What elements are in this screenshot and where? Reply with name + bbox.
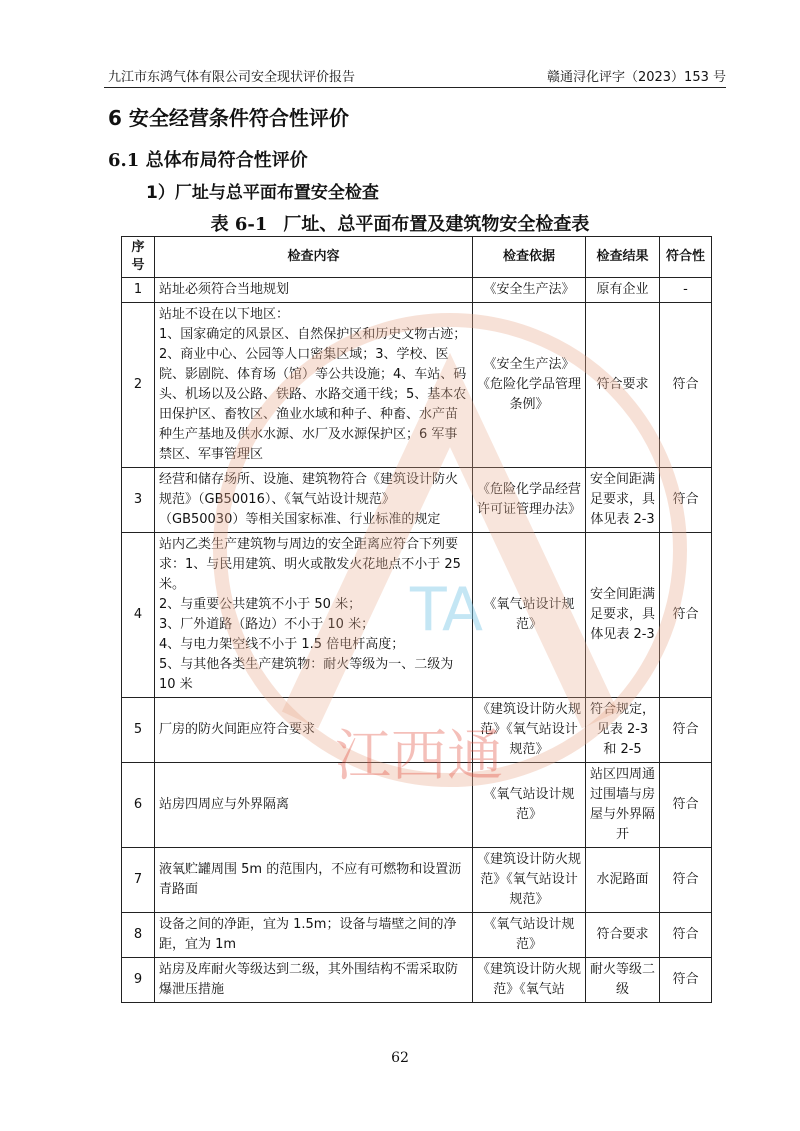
row-conformity: 符合 — [660, 763, 712, 848]
row-check-basis: 《安全生产法》《危险化学品管理条例》 — [473, 303, 586, 468]
row-number: 8 — [122, 913, 155, 958]
row-conformity: 符合 — [660, 533, 712, 698]
page-number: 62 — [391, 1050, 409, 1066]
table-caption — [0, 210, 800, 236]
header-divider — [104, 87, 726, 88]
row-number: 5 — [122, 698, 155, 763]
row-check-result: 符合要求 — [586, 303, 660, 468]
row-check-result: 原有企业 — [586, 278, 660, 303]
watermark-en-text: TA — [410, 575, 484, 645]
row-check-basis: 《建筑设计防火规范》《氧气站设计规范》 — [473, 698, 586, 763]
row-check-content: 设备之间的净距，宜为 1.5m；设备与墙壁之间的净距，宜为 1m — [155, 913, 473, 958]
section-heading: 6 安全经营条件符合性评价 — [108, 106, 349, 130]
table-caption-number: 表 6-1 — [210, 214, 268, 235]
row-check-basis: 《氧气站设计规范》 — [473, 763, 586, 848]
table-header-row — [122, 237, 712, 278]
table-row — [122, 958, 712, 1003]
row-check-basis: 《氧气站设计规范》 — [473, 913, 586, 958]
row-check-content: 厂房的防火间距应符合要求 — [155, 698, 473, 763]
row-conformity: - — [660, 278, 712, 303]
safety-check-table — [121, 236, 712, 1003]
col-header-result: 检查结果 — [586, 237, 660, 278]
row-number: 3 — [122, 468, 155, 533]
row-number: 9 — [122, 958, 155, 1003]
col-header-content: 检查内容 — [155, 237, 473, 278]
row-check-result: 安全间距满足要求，具体见表 2-3 — [586, 468, 660, 533]
row-conformity: 符合 — [660, 468, 712, 533]
row-check-result: 水泥路面 — [586, 848, 660, 913]
row-check-basis: 《安全生产法》 — [473, 278, 586, 303]
row-check-content: 经营和储存场所、设施、建筑物符合《建筑设计防火规范》（GB50016）、《氧气站设计规范》（GB50030）等相关国家标准、行业标准的规定 — [155, 468, 473, 533]
row-check-basis: 《氧气站设计规范》 — [473, 533, 586, 698]
col-header-no: 序号 — [122, 237, 155, 278]
table-caption-text: 厂址、总平面布置及建筑物安全检查表 — [283, 214, 590, 235]
row-check-content: 站房及库耐火等级达到二级，其外围结构不需采取防爆泄压措施 — [155, 958, 473, 1003]
row-number: 4 — [122, 533, 155, 698]
item-heading: 1）厂址与总平面布置安全检查 — [146, 183, 379, 203]
row-conformity: 符合 — [660, 698, 712, 763]
row-check-content: 站房四周应与外界隔离 — [155, 763, 473, 848]
row-number: 2 — [122, 303, 155, 468]
table-row — [122, 698, 712, 763]
row-check-content: 站内乙类生产建筑物与周边的安全距离应符合下列要求：1、与民用建筑、明火或散发火花地点不小于 25 米。 2、与重要公共建筑不小于 50 米； 3、厂外道路（路边）不小于 10 米； 4、与电力架空线不小于 1.5 倍电杆高度； 5、与其他各类生产建筑物：耐火等级为一、二级为 10 米 — [155, 533, 473, 698]
table-row — [122, 913, 712, 958]
header-document-number: 赣通浔化评字（2023）153 号 — [546, 70, 726, 85]
table-row — [122, 468, 712, 533]
subsection-heading: 6.1 总体布局符合性评价 — [108, 150, 308, 171]
row-check-result: 符合规定，见表 2-3 和 2-5 — [586, 698, 660, 763]
row-check-basis: 《建筑设计防火规范》《氧气站设计规范》 — [473, 848, 586, 913]
row-check-result: 耐火等级二级 — [586, 958, 660, 1003]
watermark-cn-text: 江西通 — [335, 724, 503, 789]
row-number: 7 — [122, 848, 155, 913]
row-number: 1 — [122, 278, 155, 303]
row-check-content: 站址不设在以下地区： 1、国家确定的风景区、自然保护区和历史文物古迹；2、商业中心、公园等人口密集区域；3、学校、医院、影剧院、体育场（馆）等公共设施；4、车站、码头、机场以及公路、铁路、水路交通干线；5、基本农田保护区、畜牧区、渔业水域和种子、种畜、水产苗种生产基地及供水水源、水厂及水源保护区；6 军事禁区、军事管理区 — [155, 303, 473, 468]
row-conformity: 符合 — [660, 958, 712, 1003]
row-check-basis: 《建筑设计防火规范》《氧气站 — [473, 958, 586, 1003]
row-conformity: 符合 — [660, 303, 712, 468]
row-check-result: 符合要求 — [586, 913, 660, 958]
row-check-result: 站区四周通过围墙与房屋与外界隔开 — [586, 763, 660, 848]
col-header-basis: 检查依据 — [473, 237, 586, 278]
header-report-title: 九江市东鸿气体有限公司安全现状评价报告 — [108, 70, 356, 85]
row-check-basis: 《危险化学品经营许可证管理办法》 — [473, 468, 586, 533]
row-check-content: 站址必须符合当地规划 — [155, 278, 473, 303]
row-conformity: 符合 — [660, 848, 712, 913]
table-row — [122, 848, 712, 913]
row-check-result: 安全间距满足要求，具体见表 2-3 — [586, 533, 660, 698]
table-row — [122, 763, 712, 848]
row-check-content: 液氧贮罐周围 5m 的范围内，不应有可燃物和设置沥青路面 — [155, 848, 473, 913]
table-row — [122, 303, 712, 468]
table-row — [122, 533, 712, 698]
table-row — [122, 278, 712, 303]
row-number: 6 — [122, 763, 155, 848]
row-conformity: 符合 — [660, 913, 712, 958]
col-header-conform: 符合性 — [660, 237, 712, 278]
